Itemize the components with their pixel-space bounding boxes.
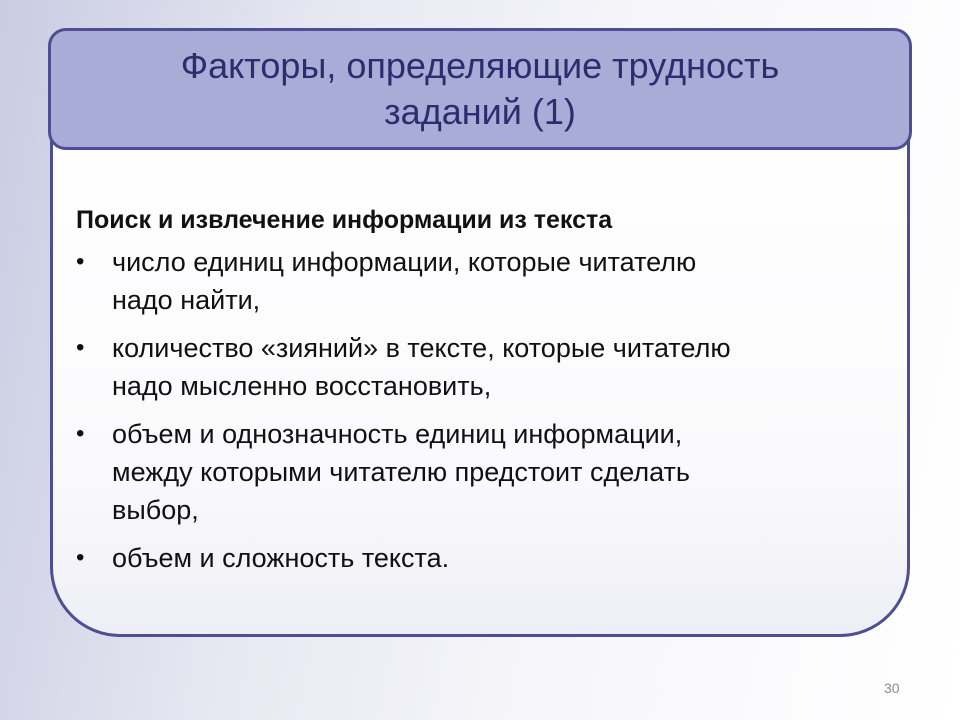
bullet-text-line: количество «зияний» в тексте, которые читателю — [112, 333, 731, 363]
bullet-text-line: выбор, — [112, 495, 199, 525]
section-heading: Поиск и извлечение информации из текста — [76, 206, 613, 234]
body-text — [76, 203, 876, 587]
bullet-icon: • — [76, 420, 85, 447]
bullet-text-line: между которыми читателю предстоит сделать — [112, 457, 690, 487]
bullet-text-line: надо найти, — [112, 285, 261, 315]
bullet-text-line: надо мысленно восстановить, — [112, 371, 492, 401]
title-box — [48, 28, 912, 150]
bullet-icon: • — [76, 334, 85, 361]
bullet-item — [76, 329, 876, 405]
bullet-text-line: объем и однозначность единиц информации, — [112, 419, 683, 449]
bullet-item — [76, 539, 876, 577]
bullet-text-line: число единиц информации, которые читателю — [112, 247, 697, 277]
bullet-list — [76, 243, 876, 577]
slide-title-line-2: заданий (1) — [384, 91, 576, 132]
bullet-icon: • — [76, 248, 85, 275]
slide-title-line-1: Факторы, определяющие трудность — [180, 45, 780, 86]
bullet-text-line: объем и сложность текста. — [112, 543, 450, 573]
page-number: 30 — [884, 680, 900, 696]
bullet-item — [76, 243, 876, 319]
bullet-item — [76, 415, 876, 529]
bullet-icon: • — [76, 544, 85, 571]
